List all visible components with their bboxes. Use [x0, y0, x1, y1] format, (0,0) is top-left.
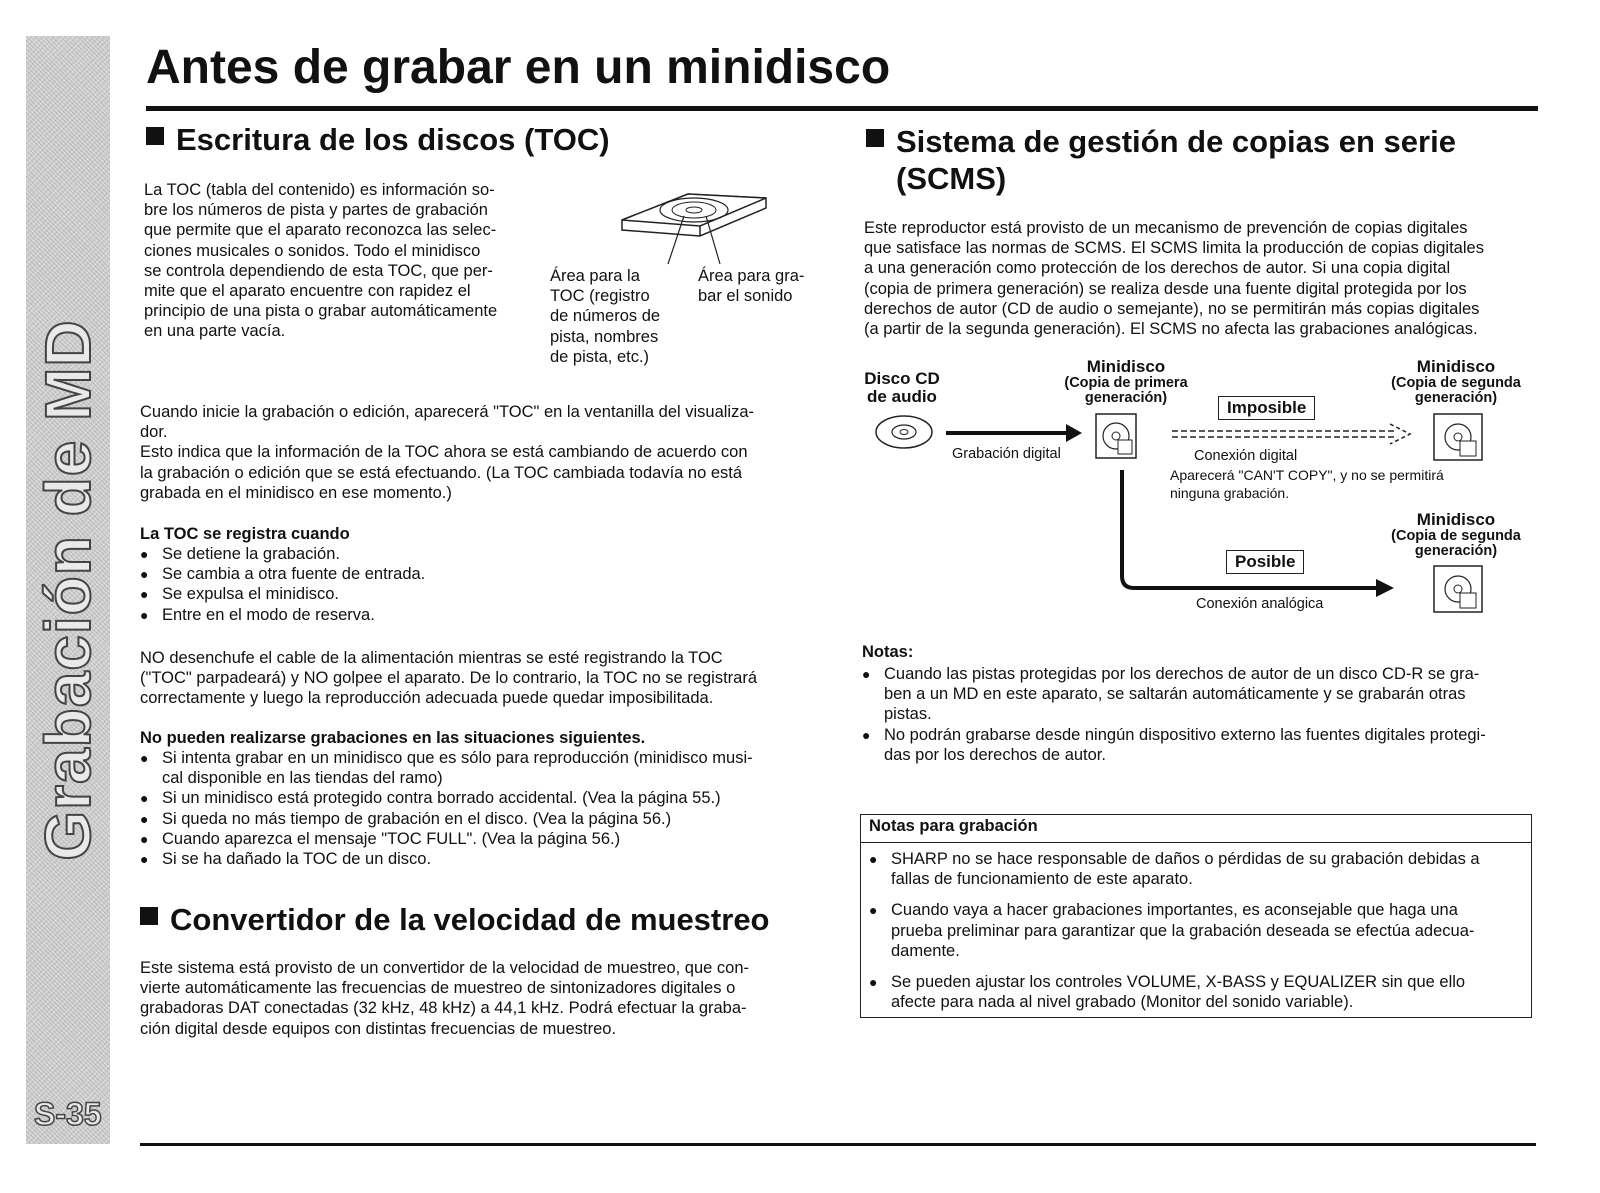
list-item — [140, 829, 840, 849]
possible-label: Posible — [1226, 550, 1304, 574]
text-line: fallas de funcionamiento de este aparato. — [891, 870, 1193, 889]
cannot-record-heading: No pueden realizarse grabaciones en las situaciones siguientes. — [140, 729, 646, 747]
text-line: grabadoras DAT conectadas (32 kHz, 48 kHz) a 44,1 kHz. Podrá efectuar la graba- — [140, 999, 747, 1018]
text-line: ● Si queda no más tiempo de grabación en el disco. (Vea la página 56.) — [162, 809, 672, 828]
toc-recorded-when-list — [140, 544, 830, 625]
text-line: Área para la — [550, 267, 640, 285]
bottom-rule — [140, 1143, 1536, 1146]
first-gen-minidisc-icon — [1096, 414, 1136, 458]
converter-heading — [140, 902, 770, 939]
text-line: Este sistema está provisto de un convertidor de la velocidad de muestreo, que con- — [140, 959, 750, 977]
text-line: ninguna grabación. — [1170, 485, 1290, 501]
toc-display-paragraph — [140, 402, 840, 503]
text-line: ● Si un minidisco está protegido contra borrado accidental. (Vea la página 55.) — [162, 789, 721, 808]
text-line: grabada en el minidisco en ese momento.) — [140, 483, 452, 502]
text-line: afecte para nada al nivel grabado (Monitor del sonido variable). — [891, 993, 1354, 1012]
text-line: ben a un MD en este aparato, se saltarán automáticamente y se grabarán otras — [884, 685, 1466, 704]
text-line: la grabación o edición que se está efectuando. (La TOC cambiada todavía no está — [140, 463, 743, 482]
text-line: pista, nombres — [550, 327, 659, 346]
text-line: ● Cuando aparezca el mensaje "TOC FULL". (Vea la página 56.) — [162, 829, 621, 848]
text-line: ("TOC" parpadeará) y NO golpee el aparato. De lo contrario, la TOC no se registrará — [140, 669, 758, 688]
label-line: generación) — [1414, 390, 1498, 407]
label-line: (Copia de primera — [1064, 374, 1188, 391]
text-line: derechos de autor (CD de audio o semejante), no se permitirán más copias digitales — [864, 299, 1480, 318]
recording-notes-box — [860, 814, 1532, 1018]
text-line: NO desenchufe el cable de la alimentación mientras se esté registrando la TOC — [140, 649, 723, 667]
label-line: generación) — [1084, 390, 1168, 407]
text-line: La TOC (tabla del contenido) es información so- — [144, 181, 495, 199]
scms-diagram — [860, 400, 1540, 620]
text-line: se controla dependiendo de esta TOC, que per- — [144, 261, 493, 280]
scms-paragraph — [864, 218, 1544, 339]
second-gen-minidisc-icon — [1434, 414, 1482, 460]
recording-notes-heading: Notas para grabación — [861, 815, 1531, 843]
heading-square-icon — [140, 907, 158, 925]
toc-heading — [146, 122, 610, 159]
text-line: correctamente y luego la reproducción adecuada puede quedar imposibilitada. — [140, 689, 714, 708]
label-line: (Copia de segunda — [1391, 527, 1521, 544]
text-line: Cuando inicie la grabación o edición, aparecerá "TOC" en la ventanilla del visualiza- — [140, 403, 755, 421]
list-item — [862, 664, 1538, 725]
heading-square-icon — [866, 129, 884, 147]
heading-line: (SCMS) — [896, 160, 1007, 196]
list-item: ● Se expulsa el minidisco. — [140, 584, 830, 604]
sidebar-section-title: Grabación de MD — [32, 319, 104, 861]
cant-copy-note — [1170, 466, 1444, 502]
text-line: que permite que el aparato reconozca las selec- — [144, 221, 497, 240]
text-line: ● No podrán grabarse desde ningún dispositivo externo las fuentes digitales protegi- — [884, 725, 1486, 744]
figure-label-toc-area — [550, 266, 690, 367]
list-item — [869, 849, 1519, 889]
digital-connection-label: Conexión digital — [1194, 448, 1298, 464]
list-item — [869, 900, 1519, 961]
toc-heading-text: Escritura de los discos (TOC) — [176, 122, 610, 157]
text-line: damente. — [891, 941, 960, 960]
text-line: ● Si se ha dañado la TOC de un disco. — [162, 850, 432, 869]
list-item — [140, 748, 840, 788]
text-line: ● SHARP no se hace responsable de daños o pérdidas de su grabación debidas a — [891, 850, 1480, 868]
converter-paragraph — [140, 958, 840, 1039]
second-gen-minidisc-icon — [1434, 566, 1482, 612]
text-line: mite que el aparato encuentre con rapidez el — [144, 282, 471, 301]
text-line: en una parte vacía. — [144, 322, 286, 341]
text-line: Aparecerá "CAN'T COPY", y no se permitirá — [1170, 467, 1444, 483]
label-line: Minidisco — [1086, 357, 1166, 376]
text-line: ● Si intenta grabar en un minidisco que es sólo para reproducción (minidisco musi- — [162, 749, 753, 767]
notes-list — [862, 664, 1538, 765]
label-line: de audio — [867, 386, 937, 406]
title-rule — [146, 106, 1538, 111]
text-line: dor. — [140, 423, 168, 442]
heading-square-icon — [146, 127, 164, 145]
list-item — [869, 972, 1519, 1012]
text-line: (copia de primera generación) se realiza desde una fuente digital protegida por los — [864, 279, 1467, 298]
impossible-label: Imposible — [1218, 396, 1315, 420]
list-item — [140, 788, 840, 808]
scms-heading — [866, 124, 1456, 197]
text-line: Esto indica que la información de la TOC ahora se está cambiando de acuerdo con — [140, 443, 748, 462]
text-line: bre los números de pista y partes de grabación — [144, 201, 488, 220]
text-line: a una generación como protección de los derechos de autor. Si una copia digital — [864, 259, 1451, 278]
text-line: ● Cuando las pistas protegidas por los derechos de autor de un disco CD-R se gra- — [884, 665, 1480, 683]
label-line: Minidisco — [1416, 510, 1496, 529]
digital-recording-arrow — [946, 424, 1082, 442]
cd-disc-icon — [876, 416, 932, 448]
label-line: Minidisco — [1416, 357, 1496, 376]
text-line: Área para gra- — [698, 267, 805, 285]
text-line: das por los derechos de autor. — [884, 745, 1106, 764]
text-line: vierte automáticamente las frecuencias de muestreo de sintonizadores digitales o — [140, 979, 736, 998]
minidisc-figure-icon — [616, 180, 786, 266]
figure-label-sound-area — [698, 266, 838, 306]
label-line: generación) — [1414, 543, 1498, 560]
text-line: de pista, etc.) — [550, 347, 650, 366]
converter-heading-text: Convertidor de la velocidad de muestreo — [170, 902, 770, 937]
toc-warning-paragraph — [140, 648, 840, 709]
page-title: Antes de grabar en un minidisco — [146, 41, 891, 94]
text-line: bar el sonido — [698, 287, 793, 306]
list-item — [862, 725, 1538, 765]
page-number: S-35 — [34, 1096, 102, 1132]
text-line: principio de una pista o grabar automáticamente — [144, 302, 498, 321]
list-item: ● Se detiene la grabación. — [140, 544, 830, 564]
text-line: ● Cuando vaya a hacer grabaciones importantes, es aconsejable que haga una — [891, 901, 1458, 920]
text-line: (a partir de la segunda generación). El SCMS no afecta las grabaciones analógicas. — [864, 320, 1478, 339]
text-line: ción digital desde equipos con distintas frecuencias de muestreo. — [140, 1019, 617, 1038]
recording-notes-list — [869, 849, 1519, 1023]
list-item — [140, 849, 840, 869]
text-line: Este reproductor está provisto de un mecanismo de prevención de copias digitales — [864, 219, 1468, 237]
text-line: cal disponible en las tiendas del ramo) — [162, 769, 443, 788]
list-item: ● Entre en el modo de reserva. — [140, 605, 830, 625]
text-line: pistas. — [884, 705, 932, 724]
text-line: ciones musicales o sonidos. Todo el minidisco — [144, 241, 481, 260]
label-line: (Copia de segunda — [1391, 374, 1521, 391]
analog-connection-label: Conexión analógica — [1196, 596, 1324, 612]
text-line: de números de — [550, 307, 661, 326]
list-item: ● Se cambia a otra fuente de entrada. — [140, 564, 830, 584]
text-line: TOC (registro — [550, 287, 650, 306]
scms-heading-text: Sistema de gestión de copias en serie — [896, 124, 1456, 159]
text-line: ● Se pueden ajustar los controles VOLUME, X-BASS y EQUALIZER sin que ello — [891, 973, 1466, 992]
heading-line — [866, 124, 1456, 161]
notes-heading: Notas: — [862, 643, 914, 661]
toc-recorded-when-heading: La TOC se registra cuando — [140, 525, 350, 543]
blocked-digital-arrow — [1172, 424, 1410, 444]
text-line: que satisface las normas de SCMS. El SCMS limita la producción de copias digitales — [864, 239, 1484, 258]
toc-intro — [144, 180, 544, 342]
text-line: prueba preliminar para garantizar que la grabación deseada se efectúa adecua- — [891, 921, 1475, 940]
cannot-record-list — [140, 748, 840, 869]
digital-recording-label: Grabación digital — [952, 446, 1061, 462]
label-line: Disco CD — [864, 369, 940, 388]
list-item — [140, 809, 840, 829]
